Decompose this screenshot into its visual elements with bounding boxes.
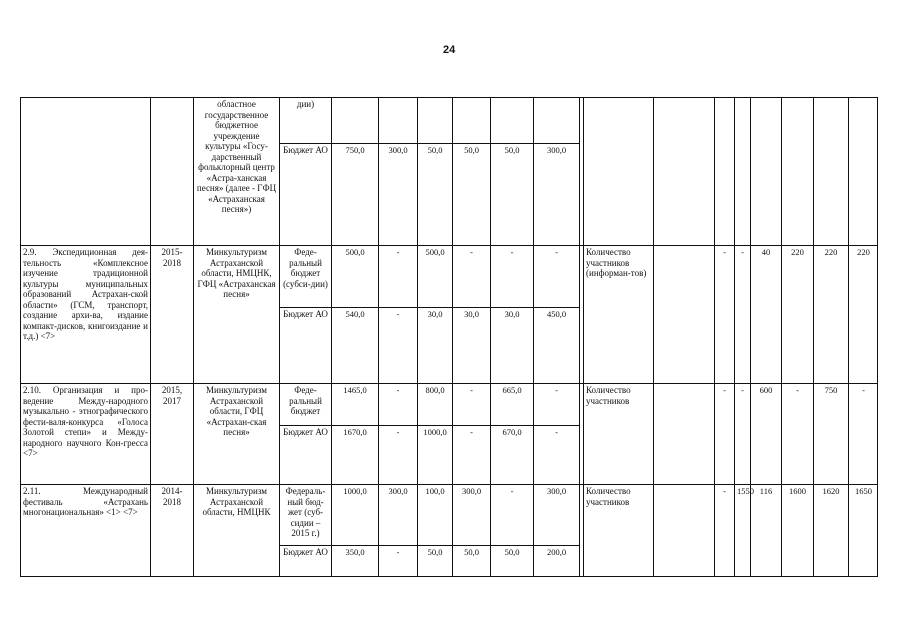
table-border-bottom bbox=[20, 576, 878, 577]
funding-value-cell: 450,0 bbox=[533, 307, 579, 383]
funding-source-cell: Феде-ральный бюджет bbox=[279, 383, 331, 425]
executor-cell: Минкультуризм Астраханской области, ГФЦ «Астрахан-ская песня» bbox=[193, 383, 279, 484]
target-value-cell: 220 bbox=[848, 245, 878, 383]
funding-value-cell: 300,0 bbox=[378, 143, 417, 245]
target-value-cell: 750 bbox=[813, 383, 848, 484]
target-value-cell: 600 bbox=[750, 383, 781, 484]
target-value-cell bbox=[653, 245, 714, 383]
target-value-cell: 116 bbox=[750, 484, 781, 577]
funding-source-cell: дии) bbox=[279, 97, 331, 143]
indicator-cell bbox=[583, 97, 653, 245]
indicator-cell: Количество участников bbox=[583, 383, 653, 484]
funding-value-cell: 300,0 bbox=[533, 484, 579, 545]
funding-value-cell: 30,0 bbox=[417, 307, 452, 383]
funding-value-cell bbox=[533, 97, 579, 143]
target-value-cell: 220 bbox=[813, 245, 848, 383]
program-table bbox=[20, 97, 878, 577]
target-value-cell: - bbox=[734, 383, 750, 484]
target-value-cell: - bbox=[714, 245, 734, 383]
measure-name-cell: 2.11. Международный фестиваль «Астрахань многонациональная» <1> <7> bbox=[20, 484, 150, 577]
years-cell: 2015, 2017 bbox=[150, 383, 193, 484]
funding-source-cell: Бюджет АО bbox=[279, 307, 331, 383]
funding-value-cell: 350,0 bbox=[331, 545, 378, 577]
target-value-cell: - bbox=[714, 383, 734, 484]
funding-value-cell: - bbox=[533, 425, 579, 484]
target-value-cell: - bbox=[848, 383, 878, 484]
funding-value-cell: 540,0 bbox=[331, 307, 378, 383]
funding-value-cell: 1000,0 bbox=[417, 425, 452, 484]
measure-name-cell: 2.9. Экспедиционная дея-тельность «Комплексное изучение традиционной культуры муниципальных образований Астрахан-ской области» (ГСМ, транспорт, создание архи-ва, издание компакт-дисков, книгоиздание и т.д.) <7> bbox=[20, 245, 150, 383]
funding-source-cell: Бюджет АО bbox=[279, 545, 331, 577]
target-value-cell: 40 bbox=[750, 245, 781, 383]
funding-value-cell: 300,0 bbox=[378, 484, 417, 545]
funding-value-cell: 50,0 bbox=[490, 545, 533, 577]
target-value-cell bbox=[813, 97, 848, 245]
funding-value-cell: 665,0 bbox=[490, 383, 533, 425]
funding-value-cell: 300,0 bbox=[452, 484, 490, 545]
funding-value-cell: - bbox=[533, 383, 579, 425]
funding-value-cell: 750,0 bbox=[331, 143, 378, 245]
funding-value-cell: 30,0 bbox=[452, 307, 490, 383]
target-value-cell: 1650 bbox=[848, 484, 878, 577]
funding-value-cell: 300,0 bbox=[533, 143, 579, 245]
target-value-cell bbox=[653, 383, 714, 484]
funding-value-cell: - bbox=[533, 245, 579, 307]
funding-value-cell: - bbox=[490, 484, 533, 545]
funding-value-cell: - bbox=[378, 425, 417, 484]
target-value-cell: - bbox=[781, 383, 813, 484]
funding-value-cell: - bbox=[378, 545, 417, 577]
funding-value-cell: 1000,0 bbox=[331, 484, 378, 545]
funding-source-cell: Бюджет АО bbox=[279, 143, 331, 245]
target-value-cell bbox=[653, 484, 714, 577]
funding-value-cell: - bbox=[378, 307, 417, 383]
funding-value-cell: 30,0 bbox=[490, 307, 533, 383]
funding-value-cell: 100,0 bbox=[417, 484, 452, 545]
page-number: 24 bbox=[443, 44, 456, 56]
indicator-cell: Количество участников (информан-тов) bbox=[583, 245, 653, 383]
funding-source-cell: Федераль-ный бюд-жет (суб-сидии – 2015 г.) bbox=[279, 484, 331, 545]
target-value-cell bbox=[714, 97, 734, 245]
funding-value-cell: 50,0 bbox=[417, 545, 452, 577]
target-value-cell bbox=[750, 97, 781, 245]
funding-value-cell: 1465,0 bbox=[331, 383, 378, 425]
funding-value-cell: 50,0 bbox=[452, 143, 490, 245]
funding-value-cell: 50,0 bbox=[417, 143, 452, 245]
funding-value-cell: - bbox=[490, 245, 533, 307]
funding-value-cell: 800,0 bbox=[417, 383, 452, 425]
target-value-cell: 1600 bbox=[781, 484, 813, 577]
executor-cell: Минкультуризм Астраханской области, НМЦНК, ГФЦ «Астраханская песня» bbox=[193, 245, 279, 383]
target-value-cell: - bbox=[714, 484, 734, 577]
funding-value-cell bbox=[452, 97, 490, 143]
funding-value-cell: - bbox=[452, 425, 490, 484]
funding-value-cell bbox=[378, 97, 417, 143]
target-value-cell: 1550 bbox=[734, 484, 750, 577]
funding-value-cell: - bbox=[452, 383, 490, 425]
funding-source-cell: Бюджет АО bbox=[279, 425, 331, 484]
funding-value-cell: 670,0 bbox=[490, 425, 533, 484]
funding-value-cell: 500,0 bbox=[417, 245, 452, 307]
years-cell bbox=[150, 97, 193, 245]
target-value-cell: 1620 bbox=[813, 484, 848, 577]
target-value-cell bbox=[848, 97, 878, 245]
years-cell: 2015-2018 bbox=[150, 245, 193, 383]
funding-value-cell bbox=[417, 97, 452, 143]
target-value-cell bbox=[734, 97, 750, 245]
funding-value-cell: - bbox=[378, 383, 417, 425]
funding-value-cell: 200,0 bbox=[533, 545, 579, 577]
years-cell: 2014-2018 bbox=[150, 484, 193, 577]
executor-cell: областное государственное бюджетное учреждение культуры «Госу-дарственный фольклорный центр «Астра-ханская песня» (далее - ГФЦ «Астраханская песня») bbox=[193, 97, 279, 245]
target-value-cell: - bbox=[734, 245, 750, 383]
target-value-cell: 220 bbox=[781, 245, 813, 383]
indicator-cell: Количество участников bbox=[583, 484, 653, 577]
table-border-right bbox=[877, 97, 878, 577]
funding-value-cell: 500,0 bbox=[331, 245, 378, 307]
funding-value-cell bbox=[490, 97, 533, 143]
measure-name-cell bbox=[20, 97, 150, 245]
executor-cell: Минкультуризм Астраханской области, НМЦНК bbox=[193, 484, 279, 577]
funding-value-cell: 50,0 bbox=[490, 143, 533, 245]
funding-value-cell: - bbox=[452, 245, 490, 307]
funding-source-cell: Феде-ральный бюджет (субси-дии) bbox=[279, 245, 331, 307]
funding-value-cell bbox=[331, 97, 378, 143]
funding-value-cell: - bbox=[378, 245, 417, 307]
funding-value-cell: 1670,0 bbox=[331, 425, 378, 484]
measure-name-cell: 2.10. Организация и про-ведение Между-народного музыкально - этнографического фести-валя-конкурса «Голоса Золотой степи» и Между-народного научного Кон-гресса <7> bbox=[20, 383, 150, 484]
funding-value-cell: 50,0 bbox=[452, 545, 490, 577]
target-value-cell bbox=[781, 97, 813, 245]
target-value-cell bbox=[653, 97, 714, 245]
